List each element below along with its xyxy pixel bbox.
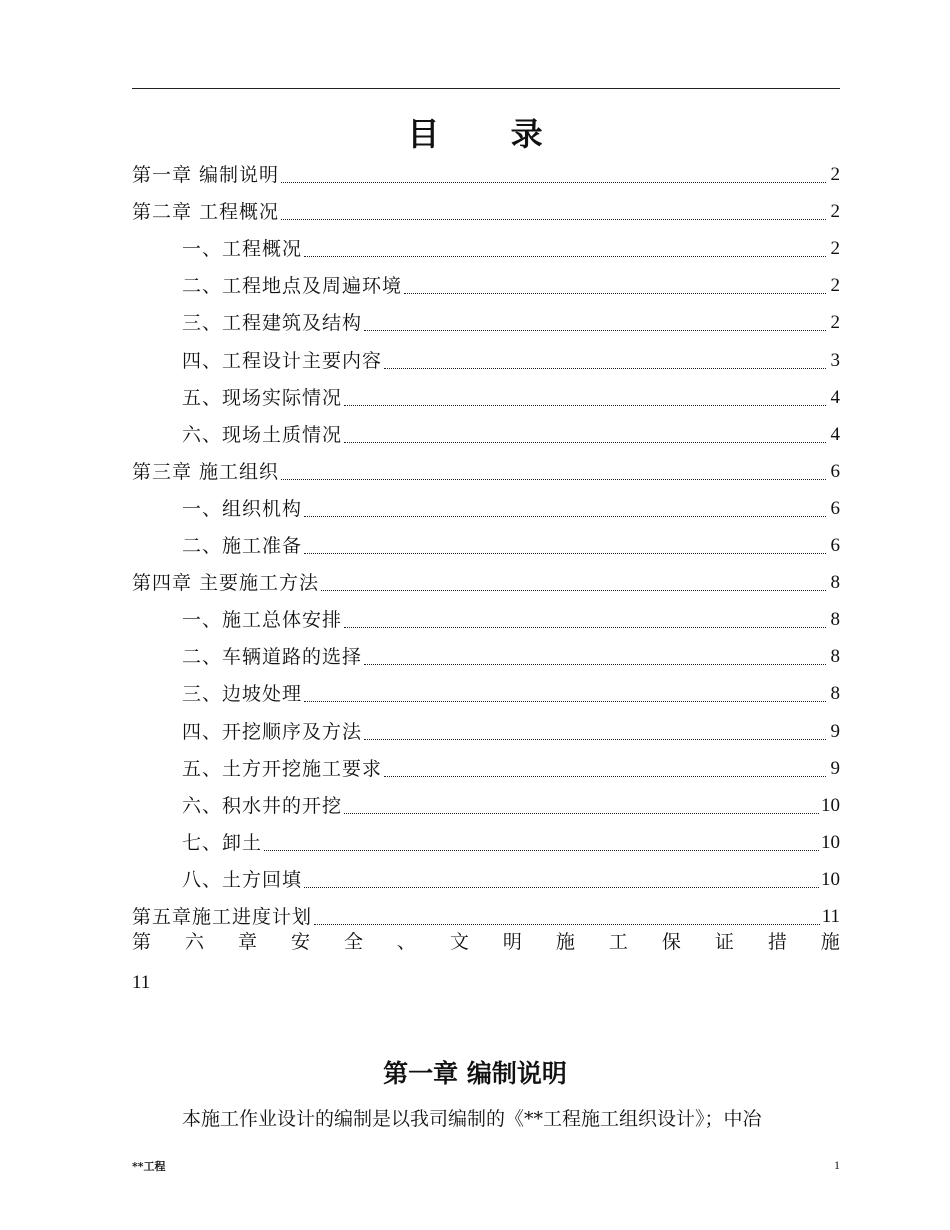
toc-entry-label: 第二章 工程概况: [132, 201, 280, 224]
toc-entry-label: 一、施工总体安排: [182, 609, 343, 632]
dot-leader: [364, 329, 826, 331]
dot-leader: [344, 626, 826, 628]
dot-leader: [304, 552, 826, 554]
body-paragraph: 本施工作业设计的编制是以我司编制的《**工程施工组织设计》；中冶: [182, 1108, 762, 1130]
toc-page-number: 10: [821, 831, 840, 853]
toc-page-number: 2: [830, 275, 840, 297]
toc-entry-char: 明: [502, 931, 522, 953]
toc-page-number: 4: [830, 386, 840, 408]
toc-entry-char: 文: [449, 931, 469, 953]
toc-entry[interactable]: [132, 671, 840, 708]
dot-leader: [304, 886, 819, 888]
footer-page-number: 1: [834, 1158, 840, 1172]
dot-leader: [314, 923, 820, 925]
toc-page-number: 8: [830, 609, 840, 631]
toc-entry-label: 七、卸土: [182, 831, 263, 854]
toc-entry-label: 二、车辆道路的选择: [182, 646, 363, 669]
toc-entry[interactable]: [132, 226, 840, 263]
toc-entry[interactable]: [132, 857, 840, 894]
toc-entry-label: 第五章施工进度计划: [132, 905, 313, 928]
toc-entry-char: 施: [555, 931, 575, 953]
toc-entry[interactable]: [132, 597, 840, 634]
toc-entry[interactable]: [132, 708, 840, 745]
toc-entry-char: 、: [396, 931, 416, 953]
toc-page-number: 9: [830, 757, 840, 779]
toc-entry[interactable]: [132, 412, 840, 449]
toc-page-number: 11: [132, 972, 151, 993]
dot-leader: [384, 367, 826, 369]
toc-page-number: 6: [830, 460, 840, 482]
toc-entry-label: 第一章 编制说明: [132, 164, 280, 187]
toc-page-number: 8: [830, 646, 840, 668]
toc-entry-label: 二、工程地点及周遍环境: [182, 275, 403, 298]
toc-page-number: 6: [830, 535, 840, 557]
toc-entry[interactable]: [132, 523, 840, 560]
toc-entry-label: 三、边坡处理: [182, 683, 303, 706]
toc-entry[interactable]: [132, 894, 840, 931]
toc-entry-char: 章: [237, 931, 257, 953]
toc-page-number: 4: [830, 423, 840, 445]
dot-leader: [344, 404, 826, 406]
footer-project-name: **工程: [132, 1160, 166, 1173]
dot-leader: [384, 775, 826, 777]
toc-entry-label: 四、工程设计主要内容: [182, 349, 383, 372]
toc-entry[interactable]: [132, 189, 840, 226]
toc-entry[interactable]: [132, 300, 840, 337]
toc-entry[interactable]: [132, 152, 840, 189]
toc-entry-char: 六: [184, 931, 204, 953]
dot-leader: [281, 181, 826, 183]
dot-leader: [344, 812, 819, 814]
dot-leader: [304, 255, 826, 257]
toc-entry[interactable]: [132, 783, 840, 820]
toc-page-number: 8: [830, 572, 840, 594]
toc-entry-label: 一、组织机构: [182, 497, 303, 520]
toc-page-number: 10: [821, 868, 840, 890]
dot-leader: [264, 849, 819, 851]
toc-entry[interactable]: [132, 449, 840, 486]
toc-entry[interactable]: [132, 486, 840, 523]
dot-leader: [321, 589, 826, 591]
dot-leader: [344, 441, 826, 443]
header-rule: [132, 88, 840, 89]
toc-entry[interactable]: [132, 263, 840, 300]
dot-leader: [364, 738, 826, 740]
toc-entry-char: 施: [820, 931, 840, 953]
toc-page-number: 2: [830, 312, 840, 334]
toc-page-number: 3: [830, 349, 840, 371]
toc-entry[interactable]: [132, 337, 840, 374]
toc-entry[interactable]: [132, 634, 840, 671]
chapter-heading: 第一章 编制说明: [383, 1059, 567, 1088]
toc-entry[interactable]: [132, 560, 840, 597]
toc-entry[interactable]: [132, 820, 840, 857]
dot-leader: [404, 292, 826, 294]
toc-entry-char: 工: [608, 931, 628, 953]
dot-leader: [304, 515, 826, 517]
toc-entry-chapter-6[interactable]: [132, 930, 840, 954]
toc-entry-char: 证: [714, 931, 734, 953]
toc-entry-label: 六、积水井的开挖: [182, 794, 343, 817]
dot-leader: [281, 478, 826, 480]
toc-entry-label: 四、开挖顺序及方法: [182, 720, 363, 743]
toc-entry-label: 第三章 施工组织: [132, 460, 280, 483]
toc-entry-char: 全: [343, 931, 363, 953]
toc-page-number: 2: [830, 201, 840, 223]
toc-entry-label: 三、工程建筑及结构: [182, 312, 363, 335]
toc-page-number: 2: [830, 238, 840, 260]
toc-entry-label: 五、现场实际情况: [182, 386, 343, 409]
toc-entry-char: 安: [290, 931, 310, 953]
toc-entry-char: 保: [661, 931, 681, 953]
toc-page-number: 10: [821, 794, 840, 816]
toc-entry-label: 八、土方回填: [182, 868, 303, 891]
dot-leader: [364, 663, 826, 665]
toc-page-number: 8: [830, 683, 840, 705]
toc-title: 目 录: [407, 115, 573, 153]
toc-page-number: 11: [821, 905, 840, 927]
toc-entry-label: 二、施工准备: [182, 535, 303, 558]
toc-entry[interactable]: [132, 746, 840, 783]
toc-page-number: 2: [830, 164, 840, 186]
toc-entry-label: 六、现场土质情况: [182, 423, 343, 446]
dot-leader: [281, 218, 826, 220]
toc-page-number: 6: [830, 497, 840, 519]
toc-entry-label: 第四章 主要施工方法: [132, 572, 320, 595]
table-of-contents: [132, 152, 840, 931]
toc-entry-label: 五、土方开挖施工要求: [182, 757, 383, 780]
dot-leader: [304, 700, 826, 702]
toc-page-number: 9: [830, 720, 840, 742]
toc-entry-char: 第: [132, 931, 152, 953]
toc-entry-char: 措: [767, 931, 787, 953]
toc-entry-label: 一、工程概况: [182, 238, 303, 261]
toc-entry[interactable]: [132, 375, 840, 412]
